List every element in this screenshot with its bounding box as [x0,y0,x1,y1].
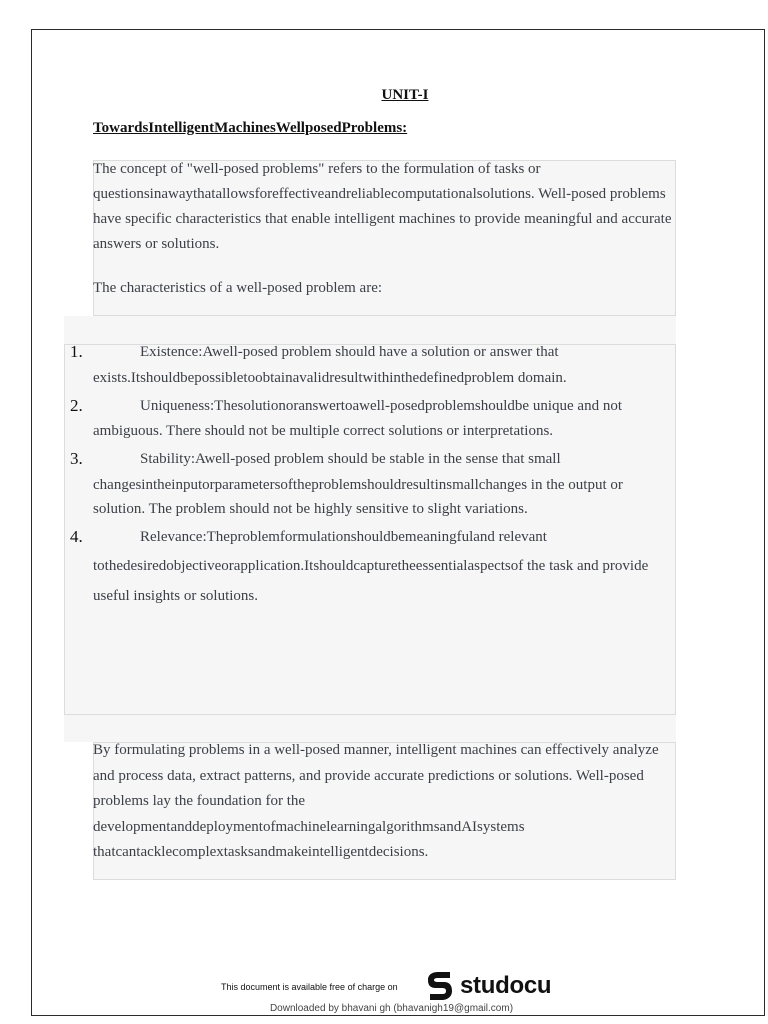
brand-name: studocu [460,972,552,999]
list-item-line: Stability:Awell-posed problem should be stable in the sense that small [140,451,561,467]
list-item-line: changesintheinputorparametersoftheproblemshouldresultinsmallchanges in the output or [93,477,623,493]
intro-paragraph: The concept of "well-posed problems" refers to the formulation of tasks or questionsinawaythatallowsforeffectiveandreliablecomputationalsolutions. Well-posed problems have specific characteristics that enable intelligent machines to provide meaningful and accurate answers or solutions. [93,161,672,252]
list-item-line: solution. The problem should not be highly sensitive to slight variations. [93,501,528,517]
studocu-logo[interactable] [424,970,551,1002]
list-item-line: exists.Itshouldbepossibletoobtainavalidresultwithinthedefinedproblem domain. [93,370,567,386]
unit-title: UNIT-I [381,87,429,103]
list-number: 4. [70,527,83,546]
list-item-line: Relevance:Theproblemformulationshouldbemeaningfuland relevant [140,529,547,545]
list-item-line: tothedesiredobjectiveorapplication.Itshouldcapturetheessentialaspectsof the task and provide [93,558,649,574]
characteristics-intro: The characteristics of a well-posed problem are: [93,280,383,296]
list-item-line: Existence:Awell-posed problem should have a solution or answer that [140,344,559,360]
shaded-band [64,316,676,344]
list-number: 3. [70,449,83,468]
download-note: Downloaded by bhavani gh (bhavanigh19@gmail.com) [269,1003,514,1014]
list-number: 2. [70,396,83,415]
section-heading: TowardsIntelligentMachinesWellposedProblems: [93,120,408,136]
list-item-line: useful insights or solutions. [93,588,259,604]
closing-paragraph: By formulating problems in a well-posed manner, intelligent machines can effectively analyze and process data, extract patterns, and provide accurate predictions or solutions. Well-posed problems lay the foundation for the developmentanddeploymentofmachinelearningalgorithmsandAIsystems thatcantacklecomplextasksandmakeintelligentdecisions. [93,742,659,860]
list-item-line: ambiguous. There should not be multiple correct solutions or interpretations. [93,423,554,439]
list-number: 1. [70,342,83,361]
list-item-line: Uniqueness:Thesolutionoranswertoawell-posedproblemshouldbe unique and not [140,398,622,414]
studocu-logo-icon [424,970,456,1002]
availability-note: This document is available free of charge on [221,982,398,992]
